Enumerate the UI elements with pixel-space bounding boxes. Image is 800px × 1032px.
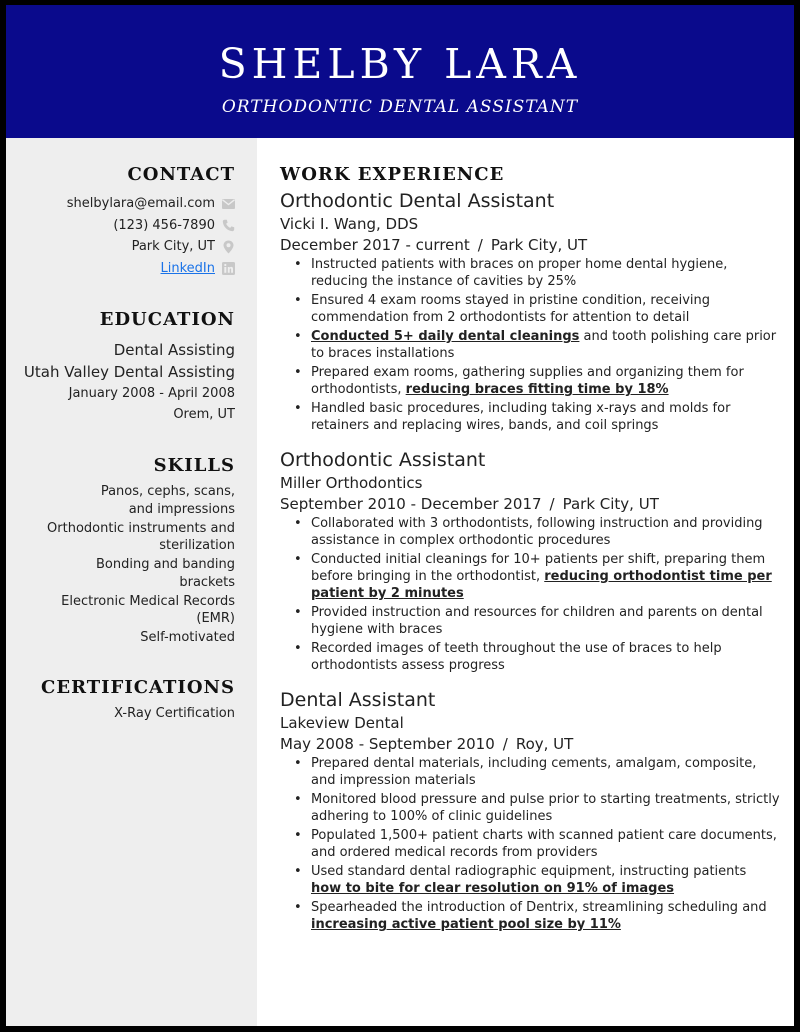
- job-location: Roy, UT: [515, 735, 574, 753]
- bullet-item: • Used standard dental radiographic equipment, instructing patients how to bite for clear resolution on 91% of images: [280, 863, 780, 897]
- job-title: Dental Assistant: [280, 689, 436, 711]
- achievement-highlight: how to bite for clear resolution on 91% of images: [311, 881, 675, 896]
- job-location: Park City, UT: [562, 495, 659, 513]
- resume-header: [6, 5, 794, 138]
- job-dates: December 2017 - current: [280, 236, 470, 254]
- bullet-item: • Ensured 4 exam rooms stayed in pristine condition, receiving commendation from 2 orthodontists for attention to detail: [280, 292, 780, 326]
- contact-phone-row: [6, 215, 235, 237]
- certification-item: X-Ray Certification: [114, 706, 235, 721]
- job-title: Orthodontic Assistant: [280, 449, 486, 471]
- contact-email: shelbylara@email.com: [66, 196, 215, 211]
- job-location: Park City, UT: [490, 236, 588, 254]
- candidate-name: SHELBY LARA: [218, 40, 582, 88]
- contact-location-row: [6, 236, 235, 258]
- job-company: Miller Orthodontics: [280, 474, 423, 492]
- job-bullets: [280, 515, 780, 674]
- education-school: Utah Valley Dental Assisting: [23, 363, 235, 381]
- skill-item: Panos, cephs, scans, and impressions: [100, 484, 235, 517]
- achievement-highlight: increasing active patient pool size by 11%: [311, 917, 621, 932]
- bullet-item: • Conducted initial cleanings for 10+ patients per shift, preparing them before bringing in the orthodontist, reducing orthodontist time per patient by 2 minutes: [280, 551, 780, 602]
- bullet-item: • Prepared exam rooms, gathering supplies and organizing them for orthodontists, reducing braces fitting time by 18%: [280, 364, 780, 398]
- skill-item: Bonding and banding brackets: [96, 557, 236, 590]
- envelope-icon: [221, 197, 235, 211]
- achievement-highlight: Conducted 5+ daily dental cleanings: [311, 329, 580, 344]
- job-entry: [280, 188, 780, 434]
- linkedin-link[interactable]: LinkedIn: [160, 260, 215, 276]
- job-bullets: [280, 755, 780, 933]
- job-meta: September 2010 - December 2017 / Park City, UT: [280, 495, 659, 513]
- contact-linkedin-row: [6, 258, 235, 280]
- job-title: Orthodontic Dental Assistant: [280, 190, 555, 212]
- bullet-item: • Instructed patients with braces on proper home dental hygiene, reducing the instance of cavities by 25%: [280, 256, 780, 290]
- education-location: Orem, UT: [173, 407, 235, 422]
- contact-heading: CONTACT: [127, 164, 235, 185]
- phone-icon: [221, 218, 235, 232]
- skill-item: Self-motivated: [140, 630, 235, 645]
- contact-phone: (123) 456-7890: [113, 217, 215, 233]
- sidebar: [6, 138, 257, 1026]
- skill-item: Orthodontic instruments and sterilization: [47, 520, 235, 553]
- job-company: Lakeview Dental: [280, 714, 404, 732]
- bullet-item: • Conducted 5+ daily dental cleanings and tooth polishing care prior to braces installations: [280, 328, 780, 362]
- bullet-item: • Provided instruction and resources for children and parents on dental hygiene with braces: [280, 604, 780, 638]
- skills-section: [6, 425, 257, 647]
- education-dates: January 2008 - April 2008: [68, 386, 235, 401]
- bullet-item: • Recorded images of teeth throughout the use of braces to help orthodontists assess progress: [280, 640, 780, 674]
- education-degree: Dental Assisting: [113, 341, 235, 359]
- job-meta: December 2017 - current / Park City, UT: [280, 236, 588, 254]
- job-entry: [280, 687, 780, 933]
- contact-email-row: [6, 193, 235, 215]
- skill-item: Electronic Medical Records (EMR): [61, 593, 235, 626]
- bullet-item: • Spearheaded the introduction of Dentrix, streamlining scheduling and increasing active patient pool size by 11%: [280, 899, 780, 933]
- job-dates: September 2010 - December 2017: [280, 495, 542, 513]
- candidate-title: ORTHODONTIC DENTAL ASSISTANT: [221, 97, 579, 117]
- job-meta: May 2008 - September 2010 / Roy, UT: [280, 735, 574, 753]
- main-content: [280, 138, 780, 935]
- linkedin-icon: [221, 261, 235, 275]
- contact-section: [6, 138, 257, 279]
- bullet-item: • Monitored blood pressure and pulse prior to starting treatments, strictly adhering to 100% of clinic guidelines: [280, 791, 780, 825]
- bullet-item: • Prepared dental materials, including cements, amalgam, composite, and impression materials: [280, 755, 780, 789]
- certifications-heading: CERTIFICATIONS: [41, 677, 235, 698]
- bullet-item: • Handled basic procedures, including taking x-rays and molds for retainers and replacing wires, bands, and coil springs: [280, 400, 780, 434]
- certifications-section: [6, 648, 257, 723]
- location-pin-icon: [221, 240, 235, 254]
- achievement-highlight: reducing braces fitting time by 18%: [405, 382, 669, 397]
- job-entry: [280, 447, 780, 674]
- experience-heading: WORK EXPERIENCE: [280, 164, 505, 185]
- achievement-highlight: reducing orthodontist time per patient by 2 minutes: [311, 569, 772, 601]
- contact-location: Park City, UT: [131, 239, 215, 254]
- job-dates: May 2008 - September 2010: [280, 735, 495, 753]
- bullet-item: • Populated 1,500+ patient charts with scanned patient care documents, and ordered medical records from providers: [280, 827, 780, 861]
- education-section: [6, 279, 257, 425]
- job-bullets: [280, 256, 780, 434]
- bullet-item: • Collaborated with 3 orthodontists, following instruction and providing assistance in complex orthodontic procedures: [280, 515, 780, 549]
- job-company: Vicki I. Wang, DDS: [280, 215, 419, 233]
- skills-heading: SKILLS: [153, 455, 235, 476]
- education-heading: EDUCATION: [99, 309, 235, 330]
